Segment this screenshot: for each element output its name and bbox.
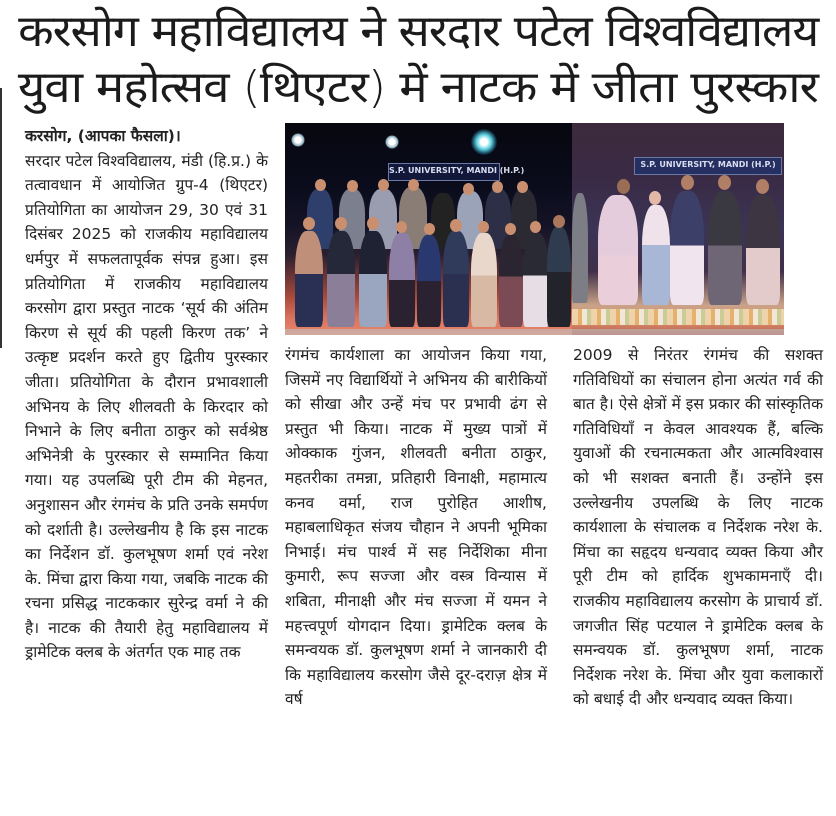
article-column-1 — [25, 124, 268, 665]
article-column-2 — [285, 343, 547, 712]
head — [718, 175, 731, 190]
head — [335, 217, 347, 230]
flower-decoration — [572, 309, 784, 325]
head — [756, 179, 769, 194]
person — [359, 231, 387, 327]
article-column-2-text: रंगमंच कार्यशाला का आयोजन किया गया, जिसमें नए विद्यार्थियों ने अभिनय की बारीकियों को सीखा और उन्हें मंच पर प्रभावी ढंग से प्रस्तुत भी किया। नाटक में मुख्य पात्रों में ओक्काक गुंजन, शीलवती बनीता ठाकुर, महतरीका तमन्ना, प्रतिहारी विनाक्षी, महामात्य कनव वर्मा, राज पुरोहित आशीष, महाबलाधिकृत संजय चौहान ने अपनी भूमिका निभाई। मंच पार्श्व में सह निर्देशिका मीना कुमारी, रूप सज्जा और वस्त्र विन्यास में शबिता, मीनाक्षी और मंच सज्जा में यमन ने महत्त्वपूर्ण योगदान दिया। ड्रामेटिक क्लब के समन्वयक डॉ. कुलभूषण शर्मा ने जानकारी दी कि महाविद्यालय करसोग जैसे दूर-दराज़ क्षेत्र में वर्ष — [285, 346, 547, 709]
head — [378, 179, 389, 191]
person — [708, 191, 742, 305]
person — [547, 227, 571, 327]
person — [417, 235, 441, 327]
head — [347, 180, 358, 192]
person — [670, 191, 704, 305]
person — [746, 195, 780, 305]
dateline: करसोग, (आपका फैसला)। — [25, 127, 181, 145]
head — [617, 179, 630, 194]
person — [642, 205, 670, 305]
article-column-3-text: 2009 से निरंतर रंगमंच की सशक्त गतिविधियों का संचालन होना अत्यंत गर्व की बात है। ऐसे क्षेत्रों में इस प्रकार की सांस्कृतिक गतिविधियाँ न केवल आवश्यक हैं, बल्कि युवाओं की रचनात्मकता और आत्मविश्वास को भी सशक्त बनाती हैं। उन्होंने इस उल्लेखनीय उपलब्धि के लिए नाटक कार्यशाला के संचालक व निर्देशक नरेश के. मिंचा का सहृदय धन्यवाद व्यक्त किया और पूरी टीम को हार्दिक शुभकामनाएँ दी। राजकीय महाविद्यालय करसोग के प्राचार्य डॉ. जगजीत सिंह पटयाल ने ड्रामेटिक क्लब के समन्वयक डॉ. कुलभूषण शर्मा, नाटक निर्देशक नरेश के. मिंचा और युवा कलाकारों को बधाई दी और धन्यवाद व्यक्त किया। — [573, 346, 823, 709]
university-banner: S.P. UNIVERSITY, MANDI (H.P.) — [388, 163, 500, 181]
university-banner: S.P. UNIVERSITY, MANDI (H.P.) — [634, 157, 782, 175]
head — [303, 217, 315, 230]
head — [396, 221, 407, 233]
head — [681, 175, 694, 190]
headline-line-2: युवा महोत्सव (थिएटर) में नाटक में जीता पुरस्कार — [17, 62, 819, 113]
award-photo — [572, 123, 784, 335]
person — [598, 195, 638, 305]
head — [367, 217, 379, 230]
photo-edge — [572, 329, 784, 335]
head — [649, 191, 661, 205]
group-photo — [285, 123, 572, 335]
stage-light — [385, 135, 399, 149]
photo-edge — [285, 329, 572, 335]
head — [517, 181, 528, 193]
headline-line-1: करसोग महाविद्यालय ने सरदार पटेल विश्वविद्यालय — [17, 6, 818, 57]
stage-light — [291, 133, 305, 147]
person — [295, 231, 323, 327]
article-column-3 — [573, 343, 823, 712]
article-column-1-text: सरदार पटेल विश्वविद्यालय, मंडी (हि.प्र.) के तत्वावधान में आयोजित ग्रुप-4 (थिएटर) प्रतियोगिता का आयोजन 29, 30 एवं 31 दिसंबर 2025 को राजकीय महाविद्यालय धर्मपुर में सफलतापूर्वक संपन्न हुआ। इस प्रतियोगिता में राजकीय महाविद्यालय करसोग द्वारा प्रस्तुत नाटक ‘सूर्य की अंतिम किरण से सूर्य की पहली किरण तक’ ने उत्कृष्ट प्रदर्शन करते हुए द्वितीय पुरस्कार जीता। प्रतियोगिता के दौरान प्रभावशाली अभिनय के लिए शीलवती के किरदार को निभाने के लिए बनीता ठाकुर को सर्वश्रेष्ठ अभिनेत्री के पुरस्कार से सम्मानित किया गया। यह उपलब्धि पूरी टीम की मेहनत, अनुशासन और रंगमंच के प्रति उनके समर्पण को दर्शाती है। उल्लेखनीय है कि इस नाटक का निर्देशन डॉ. कुलभूषण शर्मा एवं नरेश के. मिंचा द्वारा किया गया, जबकि नाटक की रचना प्रसिद्ध नाटककार सुरेन्द्र वर्मा ने की है। नाटक की तैयारी हेतु महाविद्यालय में ड्रामेटिक क्लब के अंतर्गत एक माह तक — [25, 151, 268, 662]
stage-light — [471, 129, 497, 155]
person — [327, 231, 355, 327]
head — [463, 183, 474, 195]
column-rule — [0, 88, 2, 348]
head — [478, 221, 489, 233]
person — [572, 193, 588, 303]
person — [443, 231, 469, 327]
head — [492, 181, 503, 193]
person — [471, 233, 497, 327]
person — [523, 233, 549, 327]
head — [530, 221, 541, 233]
head — [315, 179, 326, 191]
person — [499, 235, 523, 327]
head — [505, 223, 516, 235]
head — [408, 179, 419, 191]
head — [553, 215, 565, 228]
person — [389, 233, 415, 327]
head — [450, 219, 462, 232]
head — [424, 223, 435, 235]
